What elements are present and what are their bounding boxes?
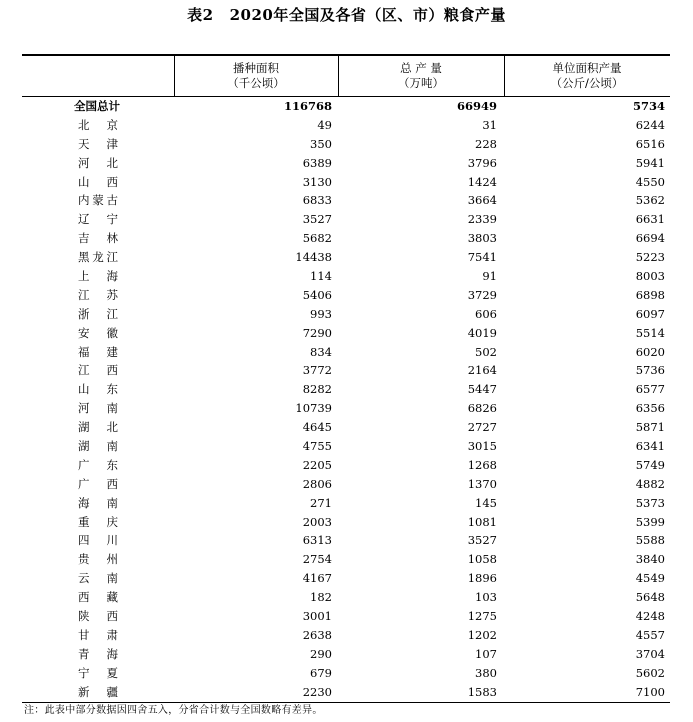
area-value: 3772 [302,363,332,378]
table-row [22,399,670,418]
yield-value: 8003 [635,269,665,284]
production-value: 1896 [467,571,497,586]
region-name: 山东 [78,382,118,397]
header-area-unit: （千公顷） [227,76,285,90]
yield-value: 6631 [635,212,665,227]
area-value: 3527 [302,212,332,227]
region-name: 广西 [78,476,118,491]
table-row [22,229,670,248]
yield-value: 4557 [635,627,665,642]
region-name: 山西 [78,174,118,189]
header-production-name: 总 产 量 [400,61,442,75]
table-row [22,664,670,683]
area-value: 5406 [302,287,332,302]
yield-value: 4549 [635,571,665,586]
production-value: 107 [475,646,497,661]
production-value: 91 [482,269,497,284]
production-value: 1424 [467,174,497,189]
production-value: 6826 [467,401,497,416]
region-name: 河北 [78,155,118,170]
production-value: 7541 [467,250,497,265]
table-row [22,475,670,494]
table-row [22,343,670,362]
yield-value: 6097 [635,306,665,321]
table-row [22,645,670,664]
table-row [22,135,670,154]
region-name: 湖北 [78,420,118,435]
region-name: 江西 [78,363,118,378]
table-row [22,418,670,437]
production-value: 4019 [467,325,497,340]
table-row-total [22,97,670,116]
yield-value: 6341 [635,439,665,454]
table-row [22,267,670,286]
yield-value: 4882 [635,476,665,491]
region-name: 安徽 [78,325,118,340]
table-row [22,494,670,513]
production-value: 66949 [456,99,497,113]
area-value: 182 [310,590,332,605]
region-name: 海南 [78,495,118,510]
production-value: 5447 [467,382,497,397]
region-name: 新疆 [78,684,118,699]
production-value: 2164 [467,363,497,378]
header-yield-unit: （公斤/公顷） [550,76,624,90]
production-value: 1268 [467,457,497,472]
area-value: 3001 [302,609,332,624]
table-row [22,683,670,702]
production-value: 103 [475,590,497,605]
region-name: 浙江 [78,306,118,321]
production-value: 606 [475,306,497,321]
yield-value: 5223 [635,250,665,265]
table-row [22,569,670,588]
production-value: 31 [482,117,497,132]
yield-value: 5941 [635,155,665,170]
table-row [22,210,670,229]
area-value: 2638 [302,627,332,642]
yield-value: 5871 [635,420,665,435]
table-row [22,513,670,532]
production-value: 1081 [467,514,497,529]
yield-value: 4248 [635,609,665,624]
area-value: 679 [310,665,332,680]
yield-value: 3704 [635,646,665,661]
table-row [22,305,670,324]
yield-value: 5362 [635,193,665,208]
table-row [22,324,670,343]
yield-value: 6516 [635,136,665,151]
production-value: 1275 [467,609,497,624]
yield-value: 4550 [635,174,665,189]
area-value: 3130 [302,174,332,189]
area-value: 4755 [302,439,332,454]
table-note: 注：此表中部分数据因四舍五入，分省合计数与全国数略有差异。 [24,705,323,716]
table-row [22,531,670,550]
table-row [22,456,670,475]
yield-value: 5373 [635,495,665,510]
table-row [22,286,670,305]
yield-value: 6020 [635,344,665,359]
table-header [22,54,670,97]
area-value: 993 [310,306,332,321]
production-value: 3803 [467,231,497,246]
region-name: 内蒙古 [78,193,118,208]
table-row [22,154,670,173]
yield-value: 6577 [635,382,665,397]
header-area-name: 播种面积 [233,61,279,75]
region-name: 上海 [78,269,118,284]
production-value: 2339 [467,212,497,227]
header-yield [504,56,670,96]
area-value: 5682 [302,231,332,246]
yield-value: 7100 [635,684,665,699]
table-row [22,588,670,607]
region-name: 四川 [78,533,118,548]
yield-value: 5648 [635,590,665,605]
region-name: 重庆 [78,514,118,529]
production-value: 1370 [467,476,497,491]
production-value: 502 [475,344,497,359]
region-name: 天津 [78,136,118,151]
area-value: 4645 [302,420,332,435]
region-name: 辽宁 [78,212,118,227]
area-value: 271 [310,495,332,510]
yield-value: 5514 [635,325,665,340]
header-production [338,56,504,96]
area-value: 6313 [302,533,332,548]
region-name: 甘肃 [78,627,118,642]
region-name: 河南 [78,401,118,416]
area-value: 6389 [302,155,332,170]
yield-value: 6356 [635,401,665,416]
production-value: 1202 [467,627,497,642]
area-value: 14438 [295,250,332,265]
region-name: 青海 [78,646,118,661]
region-name: 陕西 [78,609,118,624]
area-value: 2230 [302,684,332,699]
region-name: 贵州 [78,552,118,567]
area-value: 2003 [302,514,332,529]
production-value: 3527 [467,533,497,548]
area-value: 2806 [302,476,332,491]
yield-value: 5734 [632,99,665,113]
production-value: 3796 [467,155,497,170]
yield-value: 6898 [635,287,665,302]
region-name: 广东 [78,457,118,472]
area-value: 6833 [302,193,332,208]
yield-value: 5736 [635,363,665,378]
header-yield-name: 单位面积产量 [552,61,622,75]
production-value: 145 [475,495,497,510]
production-value: 3015 [467,439,497,454]
header-area [174,56,338,96]
yield-value: 5399 [635,514,665,529]
table-row [22,116,670,135]
yield-value: 3840 [635,552,665,567]
area-value: 116768 [283,99,332,113]
area-value: 834 [310,344,332,359]
region-name: 宁夏 [78,665,118,680]
table-row [22,173,670,192]
area-value: 8282 [302,382,332,397]
yield-value: 5588 [635,533,665,548]
area-value: 114 [310,269,332,284]
region-name: 湖南 [78,439,118,454]
table-row [22,626,670,645]
area-value: 49 [317,117,332,132]
area-value: 7290 [302,325,332,340]
region-name: 全国总计 [74,99,120,113]
area-value: 2205 [302,457,332,472]
table-number: 表2 [187,6,214,24]
table-title [0,0,693,30]
area-value: 290 [310,646,332,661]
region-name: 福建 [78,344,118,359]
region-name: 西藏 [78,590,118,605]
region-name: 吉林 [78,231,118,246]
production-value: 3729 [467,287,497,302]
table-row [22,607,670,626]
production-value: 380 [475,665,497,680]
yield-value: 5749 [635,457,665,472]
table-row [22,248,670,267]
yield-value: 5602 [635,665,665,680]
area-value: 350 [310,136,332,151]
table-row [22,380,670,399]
table-body [22,97,670,703]
header-production-unit: （万吨） [398,76,444,90]
region-name: 云南 [78,571,118,586]
production-value: 1058 [467,552,497,567]
table-row [22,191,670,210]
region-name: 黑龙江 [78,250,118,265]
production-value: 3664 [467,193,497,208]
yield-value: 6694 [635,231,665,246]
table-row [22,550,670,569]
area-value: 2754 [302,552,332,567]
yield-value: 6244 [635,117,665,132]
grain-production-table [22,54,670,703]
area-value: 10739 [295,401,332,416]
table-title-text: 2020年全国及各省（区、市）粮食产量 [229,6,506,24]
production-value: 2727 [467,420,497,435]
area-value: 4167 [302,571,332,586]
table-row [22,361,670,380]
region-name: 北京 [78,117,118,132]
region-name: 江苏 [78,287,118,302]
production-value: 1583 [467,684,497,699]
table-row [22,437,670,456]
production-value: 228 [475,136,497,151]
